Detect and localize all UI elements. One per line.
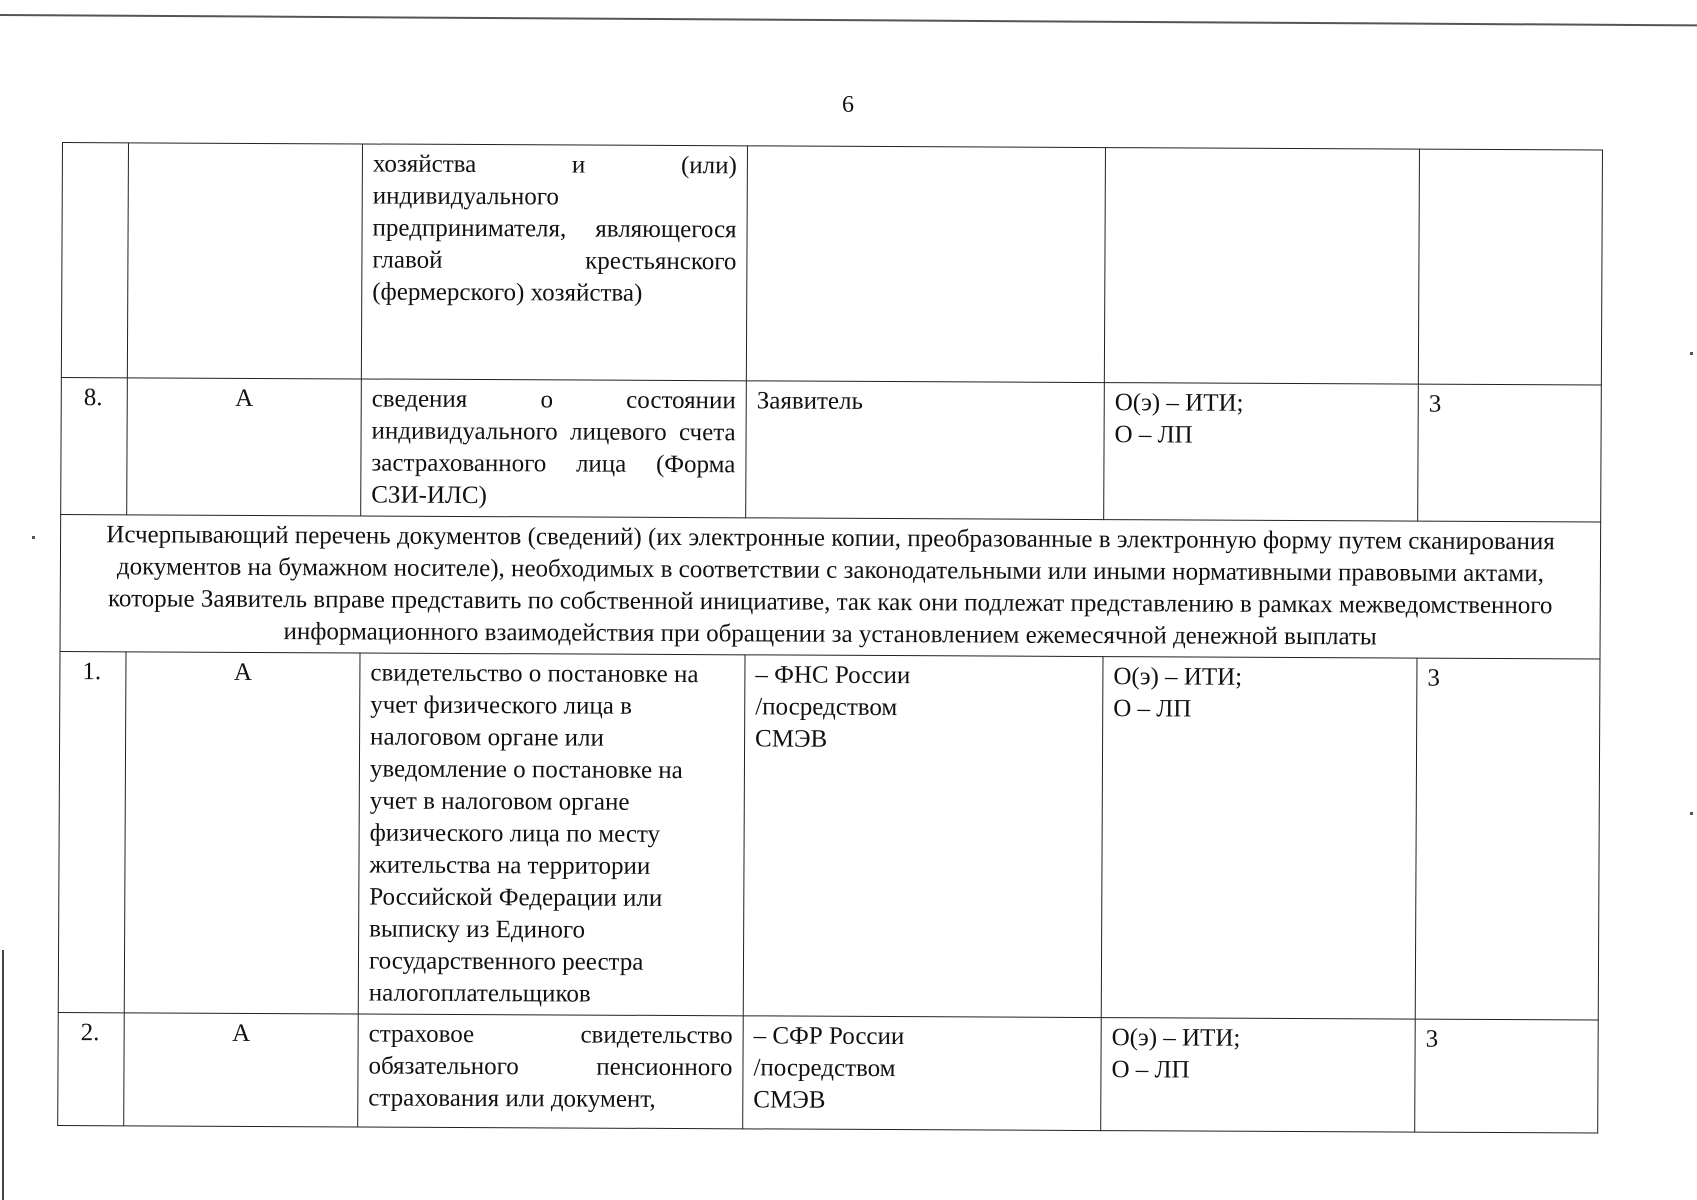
form-line: О(э) – ИТИ; [1111,1024,1241,1052]
source-line: – СФР России [753,1022,905,1051]
documents-table [57,142,1603,1134]
source-line: СМЭВ [755,725,828,753]
row-description: хозяйства и (или) индивидуального предпринимателя, являющегося главой крестьянского (фермерского) хозяйства) [361,144,747,381]
table-row [58,651,1600,1020]
source-line: /посредством [753,1054,896,1083]
row-form [1104,383,1419,522]
row-number: 2. [58,1012,125,1125]
row-number: 8. [61,377,128,514]
source-line: – ФНС России [755,661,911,690]
scan-artifact [1690,812,1693,815]
row-term: 3 [1415,658,1600,1020]
table-row [61,143,1602,386]
row-term: 3 [1418,384,1602,522]
row-description: сведения о состоянии индивидуального лицевого счета застрахованного лица (Форма СЗИ-ИЛС) [361,379,747,518]
form-line: О(э) – ИТИ; [1113,663,1243,691]
form-line: О – ЛП [1113,695,1192,723]
row-category: А [124,1013,359,1127]
scan-artifact [1690,352,1693,355]
source-line: СМЭВ [753,1086,826,1114]
row-category [127,143,362,379]
source-line: /посредством [755,693,898,722]
scan-edge-left [2,950,4,1200]
row-category: А [124,652,360,1014]
row-source [743,655,1103,1018]
row-source [743,1016,1102,1131]
table-row [58,1012,1599,1133]
row-description: свидетельство о постановке на учет физического лица в налоговом органе или уведомление о постановке на учет в налоговом органе физического лица по месту жительства на территории Российской Федерации или выписку из Единого государственного реестра налогоплательщиков [358,653,745,1016]
row-source: Заявитель [746,381,1105,520]
form-line: О(э) – ИТИ; [1114,389,1244,417]
section-heading-row [60,514,1601,659]
scan-artifact [32,536,35,539]
row-description: страховое свидетельство обязательного пенсионного страхования или документ, [358,1014,744,1129]
row-form [1101,657,1417,1020]
table-row [61,377,1602,522]
row-term: 3 [1415,1019,1599,1133]
page-number: 6 [842,92,854,118]
section-heading: Исчерпывающий перечень документов (сведений) (их электронные копии, преобразованные в электронную форму путем сканирования документов на бумажном носителе), необходимых в соответствии с законодательными или иными нормативными правовыми актами, которые Заявитель вправе представить по собственной инициативе, так как они подлежат представлению в рамках межведомственного информационного взаимодействия при обращении за установлением ежемесячной денежной выплаты [60,514,1601,659]
row-number: 1. [58,651,126,1012]
row-term [1418,149,1602,385]
row-form [1104,148,1419,385]
scan-edge-top [0,14,1697,26]
form-line: О – ЛП [1111,1056,1190,1084]
document-sheet [57,142,1602,1150]
row-number [61,143,128,378]
row-category: А [127,378,362,516]
row-source [746,146,1105,383]
row-form [1101,1018,1416,1133]
form-line: О – ЛП [1114,421,1193,449]
